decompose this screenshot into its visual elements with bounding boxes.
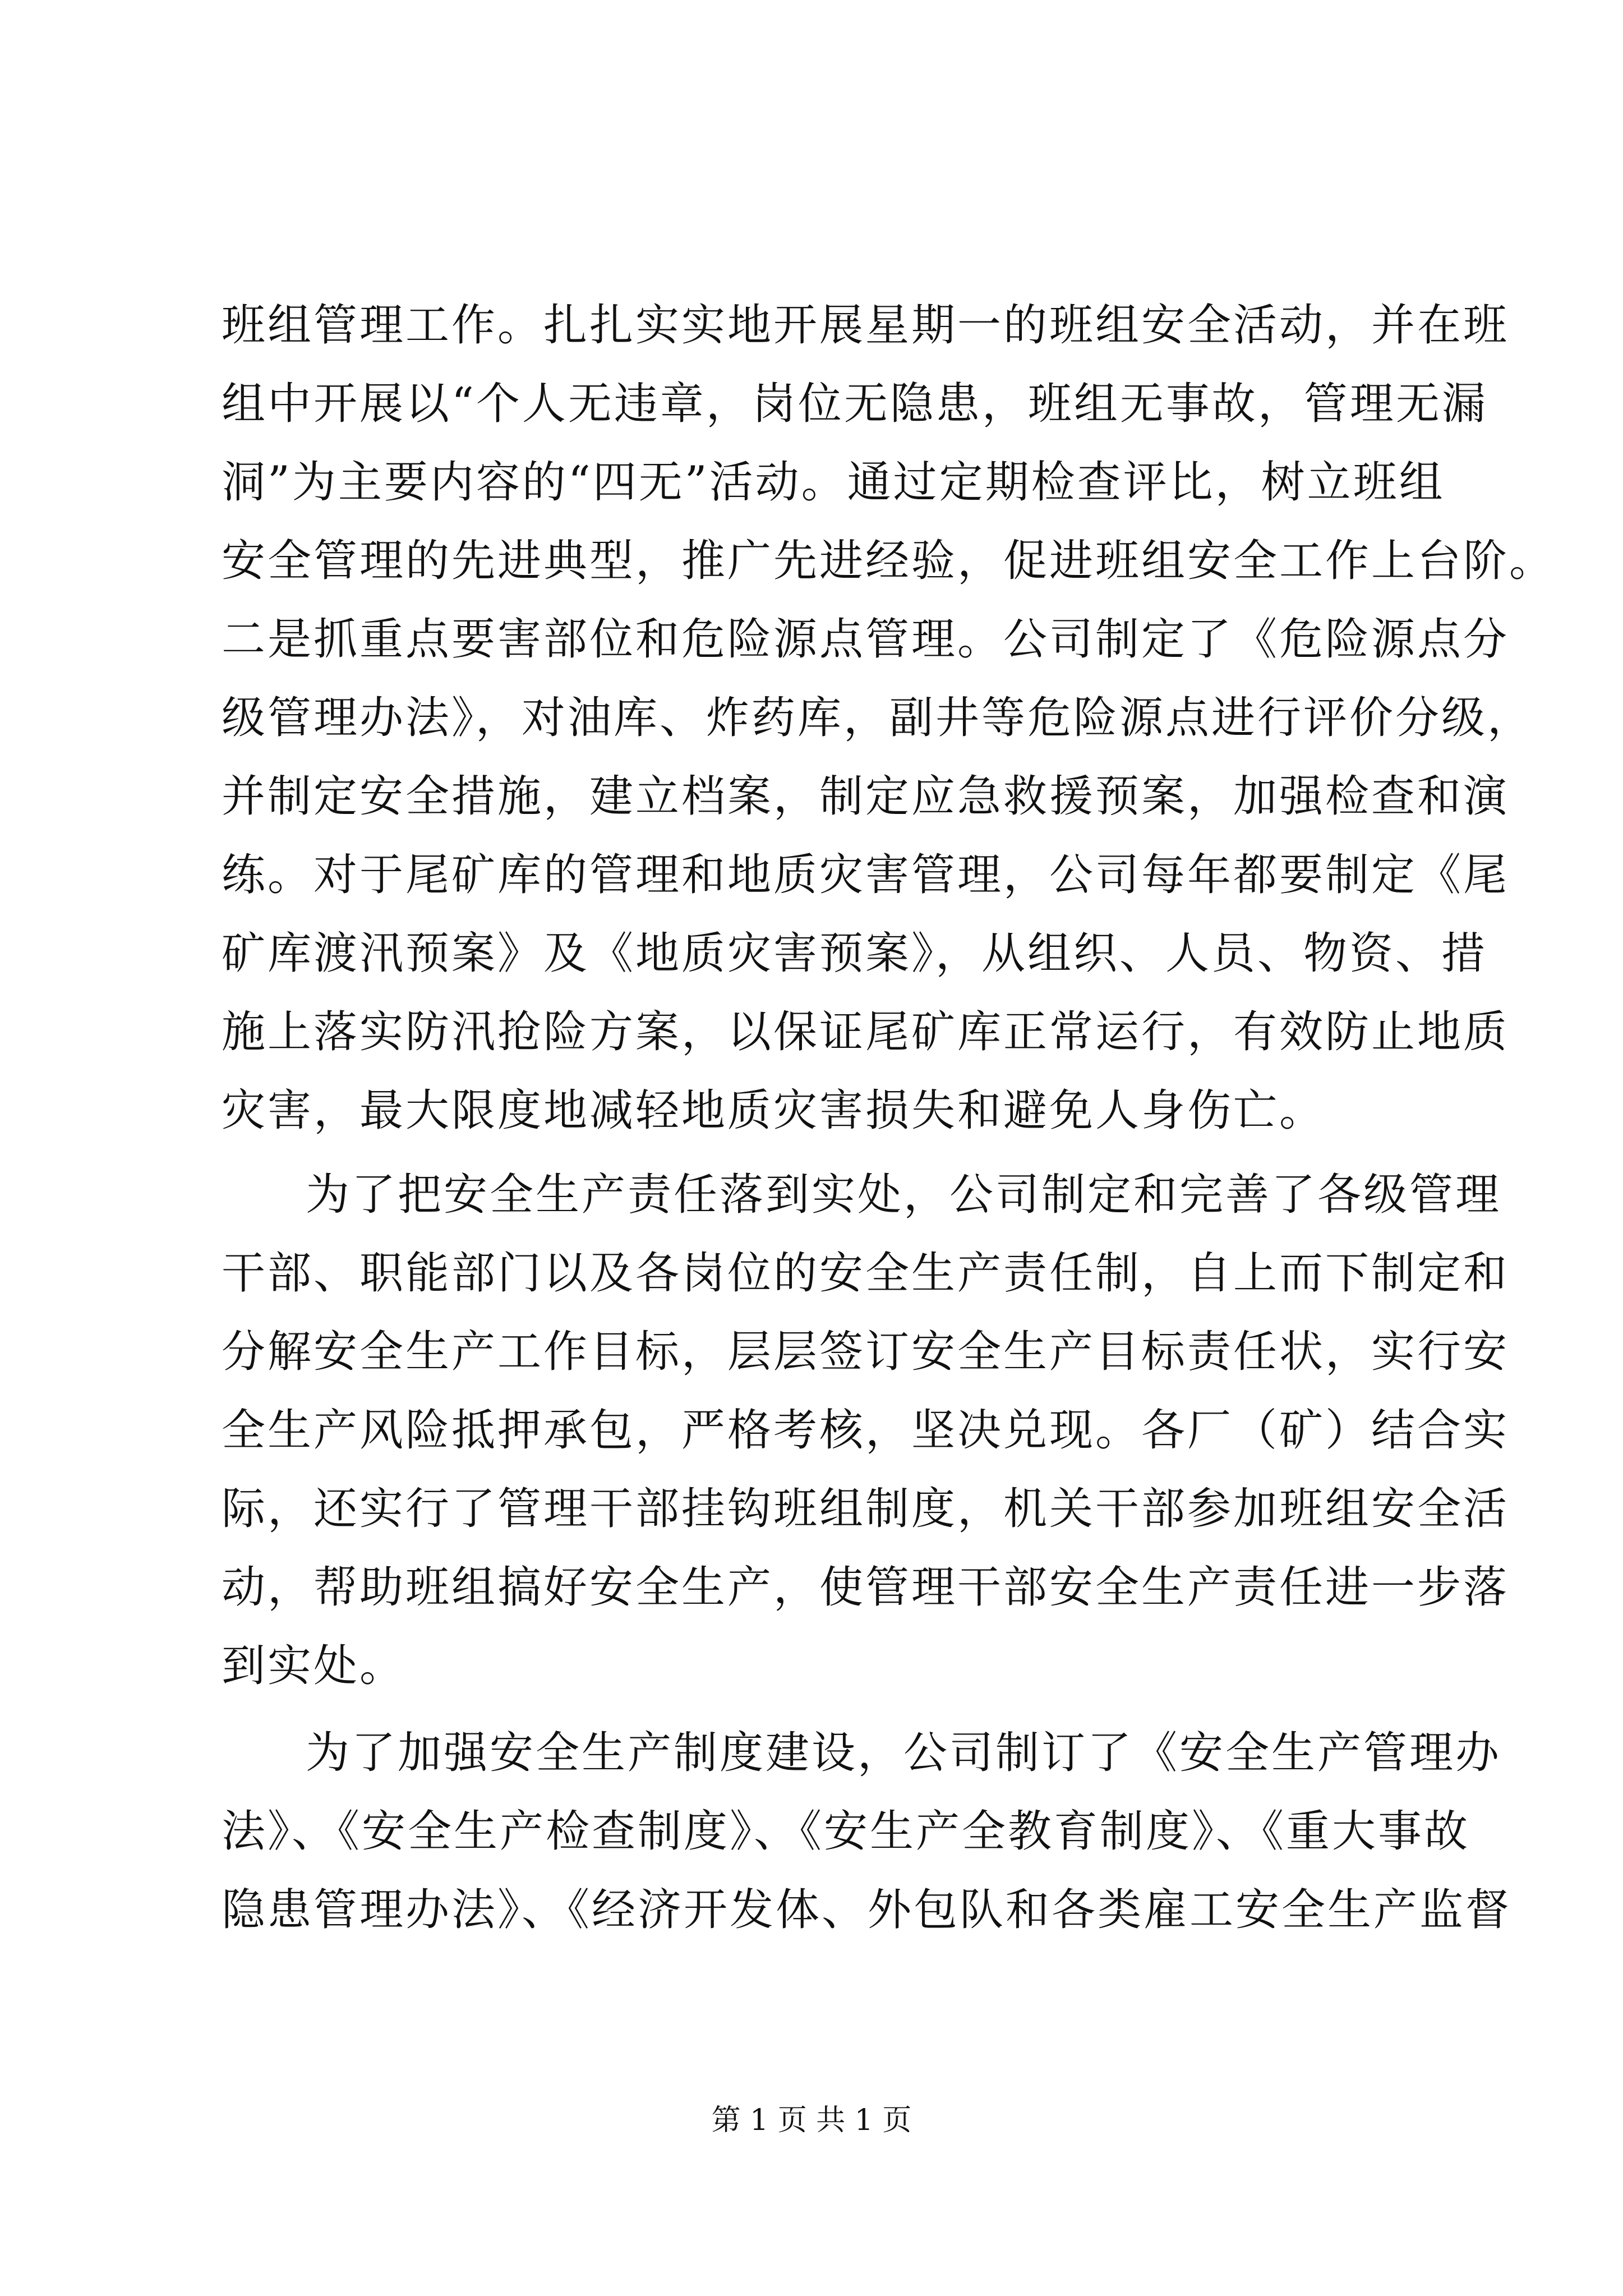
body-text-line: 组中开展以“个人无违章，岗位无隐患，班组无事故，管理无漏	[222, 379, 1488, 429]
body-text-line: 矿库渡汛预案》及《地质灾害预案》，从组织、人员、物资、措	[222, 928, 1488, 979]
body-text-line: 动，帮助班组搞好安全生产，使管理干部安全生产责任进一步落	[222, 1562, 1510, 1613]
body-text-line: 练。对于尾矿库的管理和地质灾害管理，公司每年都要制定《尾	[222, 850, 1510, 900]
body-text-line: 全生产风险抵押承包，严格考核，坚决兑现。各厂（矿）结合实	[222, 1405, 1510, 1456]
body-text-line: 安全管理的先进典型，推广先进经验，促进班组安全工作上台阶。	[222, 536, 1556, 586]
body-text-line: 分解安全生产工作目标，层层签订安全生产目标责任状，实行安	[222, 1327, 1510, 1377]
body-text-line: 并制定安全措施，建立档案，制定应急救援预案，加强检查和演	[222, 771, 1510, 822]
body-text-line: 二是抓重点要害部位和危险源点管理。公司制定了《危险源点分	[222, 614, 1510, 665]
body-text-line: 到实处。	[222, 1641, 406, 1691]
body-text-line: 隐患管理办法》、《经济开发体、外包队和各类雇工安全生产监督	[222, 1885, 1512, 1935]
body-text-line: 班组管理工作。扎扎实实地开展星期一的班组安全活动，并在班	[222, 300, 1510, 351]
body-text-line: 际，还实行了管理干部挂钩班组制度，机关干部参加班组安全活	[222, 1484, 1510, 1534]
body-text-line: 干部、职能部门以及各岗位的安全生产责任制，自上而下制定和	[222, 1248, 1510, 1299]
body-text-line: 法》、《安全生产检查制度》、《安生产全教育制度》、《重大事故	[222, 1806, 1470, 1857]
page-number-footer: 第 1 页 共 1 页	[711, 2104, 912, 2137]
body-text-line: 灾害，最大限度地减轻地质灾害损失和避免人身伤亡。	[222, 1085, 1326, 1136]
body-text-line: 洞”为主要内容的“四无”活动。通过定期检查评比，树立班组	[222, 457, 1445, 508]
body-text-line: 施上落实防汛抢险方案，以保证尾矿库正常运行，有效防止地质	[222, 1007, 1510, 1057]
body-text-line: 级管理办法》，对油库、炸药库，副井等危险源点进行评价分级，	[222, 693, 1534, 743]
paragraph-first-line: 为了把安全生产责任落到实处，公司制定和完善了各级管理	[306, 1170, 1502, 1220]
paragraph-first-line: 为了加强安全生产制度建设，公司制订了《安全生产管理办	[306, 1728, 1502, 1778]
